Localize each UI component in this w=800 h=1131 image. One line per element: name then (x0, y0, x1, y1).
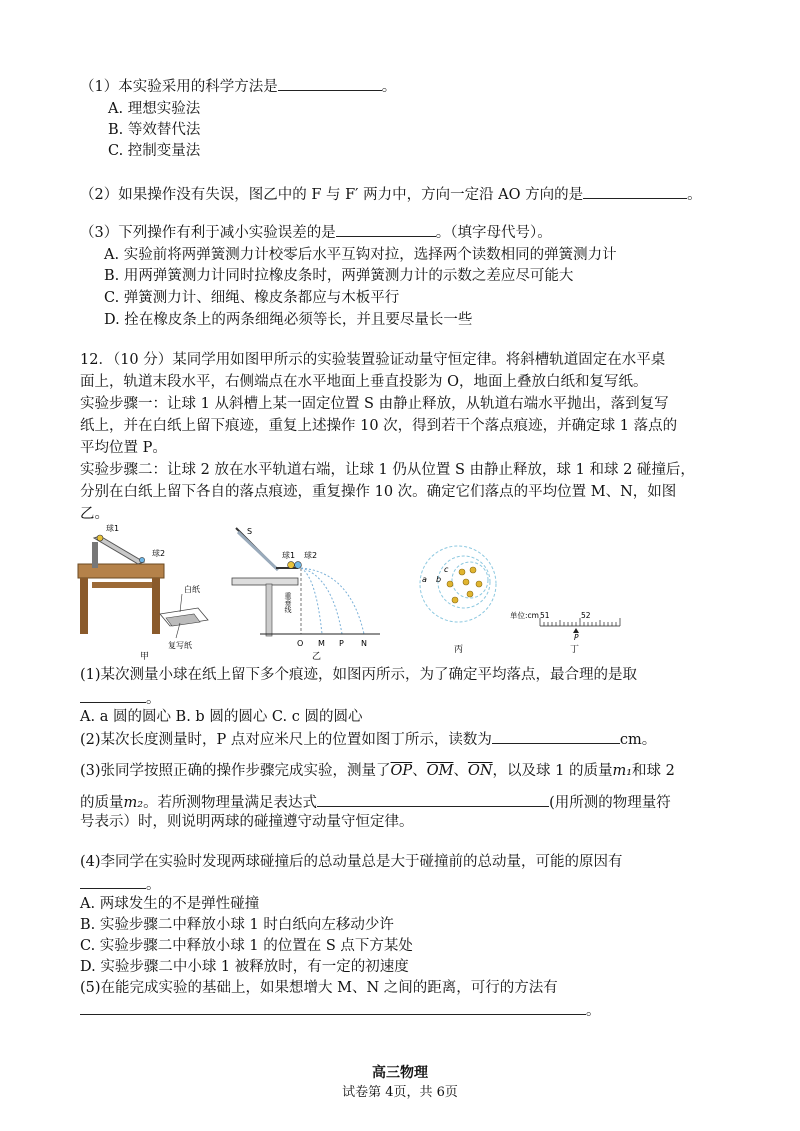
q12-p4-option-d: D. 实验步骤二中小球 1 被释放时，有一定的初速度 (80, 959, 409, 975)
q12-part1: (1)某次测量小球在纸上留下多个痕迹，如图丙所示，为了确定平均落点，最合理的是取 (80, 667, 638, 683)
ball-1 (97, 535, 103, 541)
mass-m2: m₂ (123, 795, 144, 811)
ramp-stand (92, 542, 98, 568)
q11-p1-option-a: A. 理想实验法 (108, 101, 201, 117)
landing-mark (447, 581, 453, 587)
pointer-line (180, 594, 182, 612)
q12-part5: (5)在能完成实验的基础上，如果想增大 M、N 之间的距离，可行的方法有 (80, 980, 558, 996)
q12-part5-blank: 。 (80, 1000, 601, 1021)
table-leg (152, 578, 160, 634)
q11-p3-option-b: B. 用两弹簧测力计同时拉橡皮条时，两弹簧测力计的示数之差应尽可能大 (104, 268, 574, 284)
label-a: a (422, 575, 427, 584)
q12-intro-line: 面上，轨道末段水平，右侧端点在水平地面上垂直投影为 O，地面上叠放白纸和复写纸。 (80, 374, 648, 390)
q12-p4-option-a: A. 两球发生的不是弹性碰撞 (80, 896, 260, 912)
q12-intro-line: 纸上，并在白纸上留下痕迹，重复上述操作 10 次，得到若干个落点痕迹，并确定球 1 落点的 (80, 418, 678, 434)
q12-part3-line2: 的质量m₂。若所测物理量满足表达式 (用所测的物理量符 (80, 792, 671, 813)
landing-mark (452, 597, 458, 603)
q12-part4: (4)李同学在实验时发现两球碰撞后的总动量总是大于碰撞前的总动量，可能的原因有 (80, 854, 623, 870)
ruler-ticks (540, 618, 620, 626)
label-52: 52 (581, 611, 591, 620)
q11-part1: （1）本实验采用的科学方法是 。 (80, 76, 396, 97)
q12-intro-line: 实验步骤一：让球 1 从斜槽上某一固定位置 S 由静止释放，从轨道右端水平抛出，落到复写 (80, 396, 669, 412)
label-white-paper: 白纸 (184, 585, 200, 594)
answer-blank[interactable] (583, 184, 687, 199)
page-number: 试卷第 4页，共 6页 (342, 1085, 458, 1100)
q11-p3-option-a: A. 实验前将两弹簧测力计校零后水平互钩对拉，选择两个读数相同的弹簧测力计 (104, 247, 617, 263)
landing-mark (476, 581, 482, 587)
label-o: O (297, 639, 304, 648)
label-s: S (247, 527, 253, 536)
q11-p3-option-d: D. 拴在橡皮条上的两条细绳必须等长，并且要尽量长一些 (104, 312, 473, 328)
figure-yi (232, 527, 380, 662)
answer-blank[interactable] (492, 729, 620, 744)
q12-intro-line: 12．（10 分）某同学用如图甲所示的实验装置验证动量守恒定律。将斜槽轨道固定在水平桌 (80, 352, 666, 368)
answer-blank[interactable] (80, 874, 146, 889)
label-ball2: 球2 (152, 549, 166, 558)
q11-p1-option-b: B. 等效替代法 (108, 122, 201, 138)
segment-on: $\overline{ON}$ (467, 763, 493, 779)
q11-part3: （3）下列操作有利于减小实验误差的是 。（填字母代号）。 (80, 222, 552, 243)
caption-yi: 乙 (312, 652, 322, 662)
segment-om: $\overline{OM}$ (426, 763, 454, 779)
q12-part1-options: A. a 圆的圆心 B. b 圆的圆心 C. c 圆的圆心 (80, 709, 363, 725)
trajectory-p (301, 568, 342, 634)
ball-2 (139, 557, 144, 562)
label-ball2: 球2 (304, 551, 318, 560)
landing-mark (463, 579, 469, 585)
ball-2 (295, 562, 302, 569)
caption-bing: 丙 (454, 645, 464, 655)
mass-m1: m₁ (612, 763, 633, 779)
label-carbon-paper: 复写纸 (168, 641, 192, 650)
circle-a (420, 546, 496, 622)
footer-title: 高三物理 (372, 1065, 428, 1081)
q12-part2: (2)某次长度测量时，P 点对应米尺上的位置如图丁所示，读数为 cm。 (80, 729, 656, 750)
answer-blank[interactable] (317, 792, 549, 807)
answer-blank[interactable] (80, 1000, 586, 1015)
incline-track (238, 532, 278, 570)
figure-ding (510, 610, 620, 655)
table-rail (92, 582, 152, 588)
q12-intro-line: 分别在白纸上留下各自的落点痕迹，重复操作 10 次。确定它们落点的平均位置 M、N，如图 (80, 484, 677, 500)
label-ball1: 球1 (282, 551, 296, 560)
table-leg (266, 584, 272, 636)
q12-p4-option-c: C. 实验步骤二中释放小球 1 的位置在 S 点下方某处 (80, 938, 413, 954)
label-c: c (444, 565, 449, 574)
label-plumb-line: 重垂线 (284, 592, 292, 613)
caption-jia: 甲 (140, 652, 150, 662)
q12-p4-option-b: B. 实验步骤二中释放小球 1 时白纸向左移动少许 (80, 917, 394, 933)
label-51: 51 (540, 611, 550, 620)
q12-part3: (3)张同学按照正确的操作步骤完成实验，测量了$\overline{OP}$、$\overline{OM}$、$\overline{ON}$，以及球 1 的质量m₁和球 2 (80, 763, 675, 779)
q12-part4-blank: 。 (80, 874, 161, 895)
q11-p3-option-c: C. 弹簧测力计、细绳、橡皮条都应与木板平行 (104, 290, 400, 306)
caption-ding: 丁 (570, 645, 580, 655)
label-unit: 单位:cm (510, 611, 539, 620)
ball-1 (288, 562, 295, 569)
q11-p1-option-c: C. 控制变量法 (108, 143, 201, 159)
label-n: N (361, 639, 367, 648)
answer-blank[interactable] (80, 688, 146, 703)
label-ball1: 球1 (106, 524, 120, 533)
segment-op: $\overline{OP}$ (390, 763, 413, 779)
figure-jia (78, 523, 208, 662)
label-p: P (339, 639, 344, 648)
q12-intro-line: 平均位置 P。 (80, 440, 167, 456)
landing-mark (459, 569, 465, 575)
answer-blank[interactable] (278, 76, 382, 91)
q12-part1-blank: 。 (80, 688, 161, 709)
q11-part2: （2）如果操作没有失误，图乙中的 F 与 F′ 两力中，方向一定沿 AO 方向的是 。 (80, 184, 702, 205)
landing-mark (470, 567, 476, 573)
landing-mark (467, 591, 473, 597)
p-marker (573, 628, 579, 633)
label-p-point: P (574, 633, 579, 642)
table-leg (80, 578, 88, 634)
q12-intro-line: 实验步骤二：让球 2 放在水平轨道右端，让球 1 仍从位置 S 由静止释放，球 1 和球 2 碰撞后， (80, 462, 695, 478)
q12-part3-line3: 号表示）时，则说明两球的碰撞遵守动量守恒定律。 (80, 814, 414, 830)
table-edge (232, 578, 298, 585)
label-b: b (436, 575, 442, 584)
q12-intro-line: 乙。 (80, 506, 109, 522)
label-m: M (318, 639, 325, 648)
table-top (78, 564, 164, 578)
experiment-figures (70, 522, 630, 662)
figure-bing (420, 546, 496, 655)
answer-blank[interactable] (336, 222, 436, 237)
trajectory-n (301, 568, 364, 634)
